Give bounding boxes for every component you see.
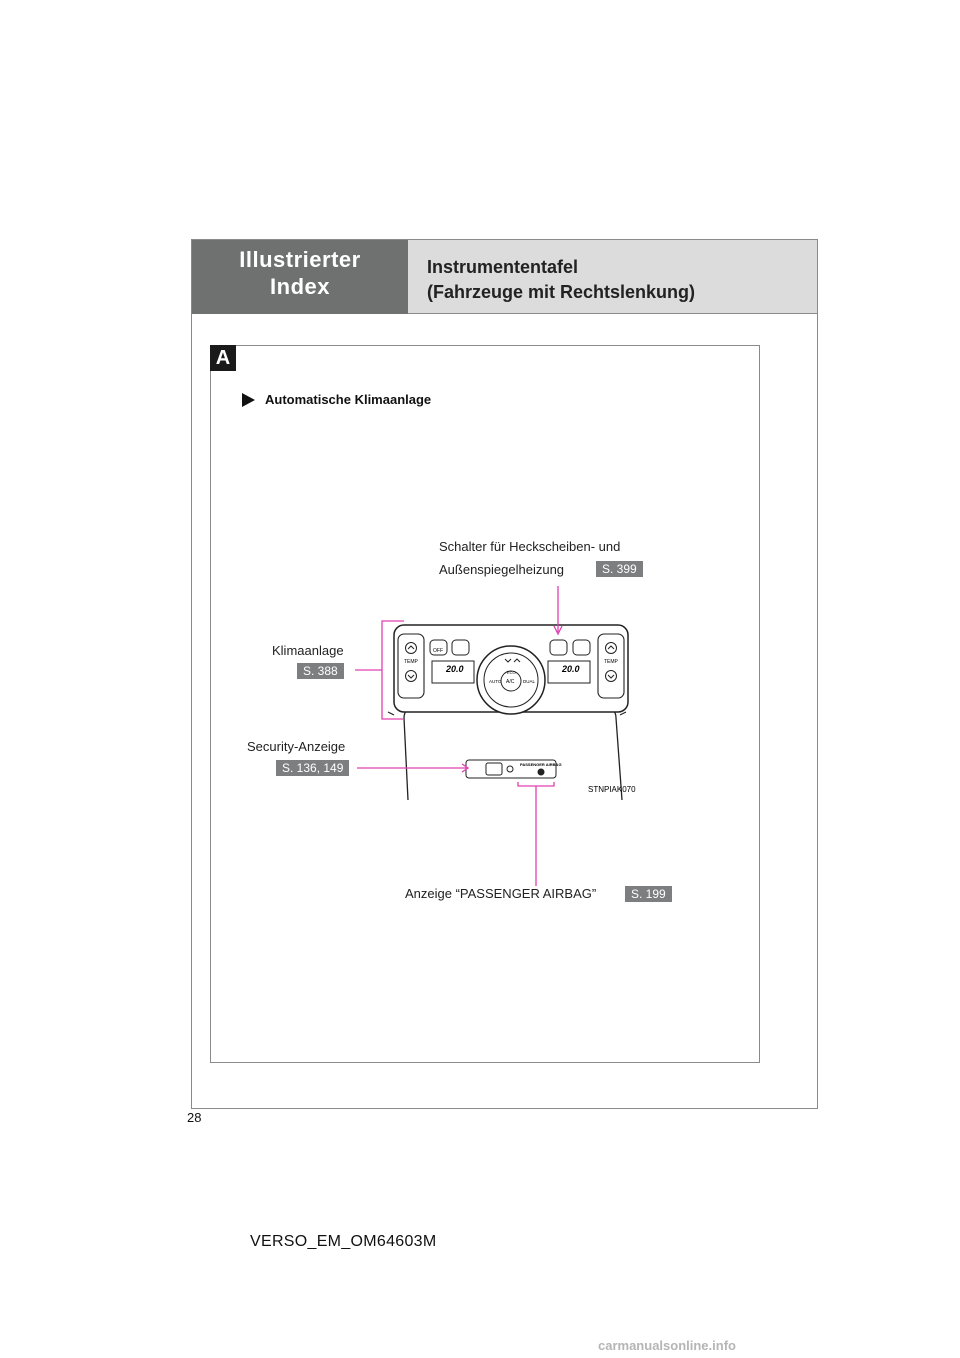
front-defog-button[interactable] — [452, 640, 469, 655]
section-title: Illustrierter Index — [239, 247, 361, 299]
page-title: Instrumententafel (Fahrzeuge mit Rechtslenkung) — [427, 257, 696, 302]
temp-right-control — [598, 634, 624, 698]
page-number: 28 — [187, 1110, 202, 1125]
security-page-ref[interactable]: S. 136, 149 — [276, 760, 349, 776]
temp-left-control — [398, 634, 424, 698]
auto-button-label: AUTO — [489, 679, 502, 684]
airbag-label: Anzeige “PASSENGER AIRBAG” — [405, 886, 597, 901]
auto-recirc-button[interactable] — [573, 640, 590, 655]
svg-text:A/C: A/C — [506, 679, 515, 685]
console-left-edge — [404, 718, 408, 800]
section-badge: A — [210, 345, 236, 371]
climate-page-ref[interactable]: S. 388 — [297, 663, 344, 679]
airbag-page-ref[interactable]: S. 199 — [625, 886, 672, 902]
rear-defogger-label: Schalter für Heckscheiben- und Außenspiegelheizung — [439, 539, 621, 577]
dual-button-label: DUAL — [523, 679, 536, 684]
watermark: carmanualsonline.info — [598, 1338, 736, 1353]
security-label: Security-Anzeige — [247, 739, 346, 754]
temp-right-label: TEMP — [604, 659, 618, 665]
security-indicator — [486, 763, 502, 775]
temp-left-label: TEMP — [404, 659, 418, 665]
svg-text:20.0: 20.0 — [446, 664, 464, 674]
airbag-off-indicator — [538, 769, 545, 776]
figure-code: STNPIAK070 — [588, 785, 636, 794]
document-id: VERSO_EM_OM64603M — [250, 1233, 437, 1250]
svg-text:OFF: OFF — [433, 648, 443, 654]
svg-text:20.0: 20.0 — [562, 664, 580, 674]
rear-defogger-button[interactable] — [550, 640, 567, 655]
climate-label: Klimaanlage — [272, 643, 344, 658]
subsection-heading: Automatische Klimaanlage — [242, 392, 431, 407]
eco-label: ECO — [507, 670, 516, 675]
rear-defogger-page-ref[interactable]: S. 399 — [596, 561, 643, 577]
airbag-bracket — [518, 782, 554, 786]
passenger-airbag-text: PASSENGER AIRBAG — [520, 762, 562, 767]
